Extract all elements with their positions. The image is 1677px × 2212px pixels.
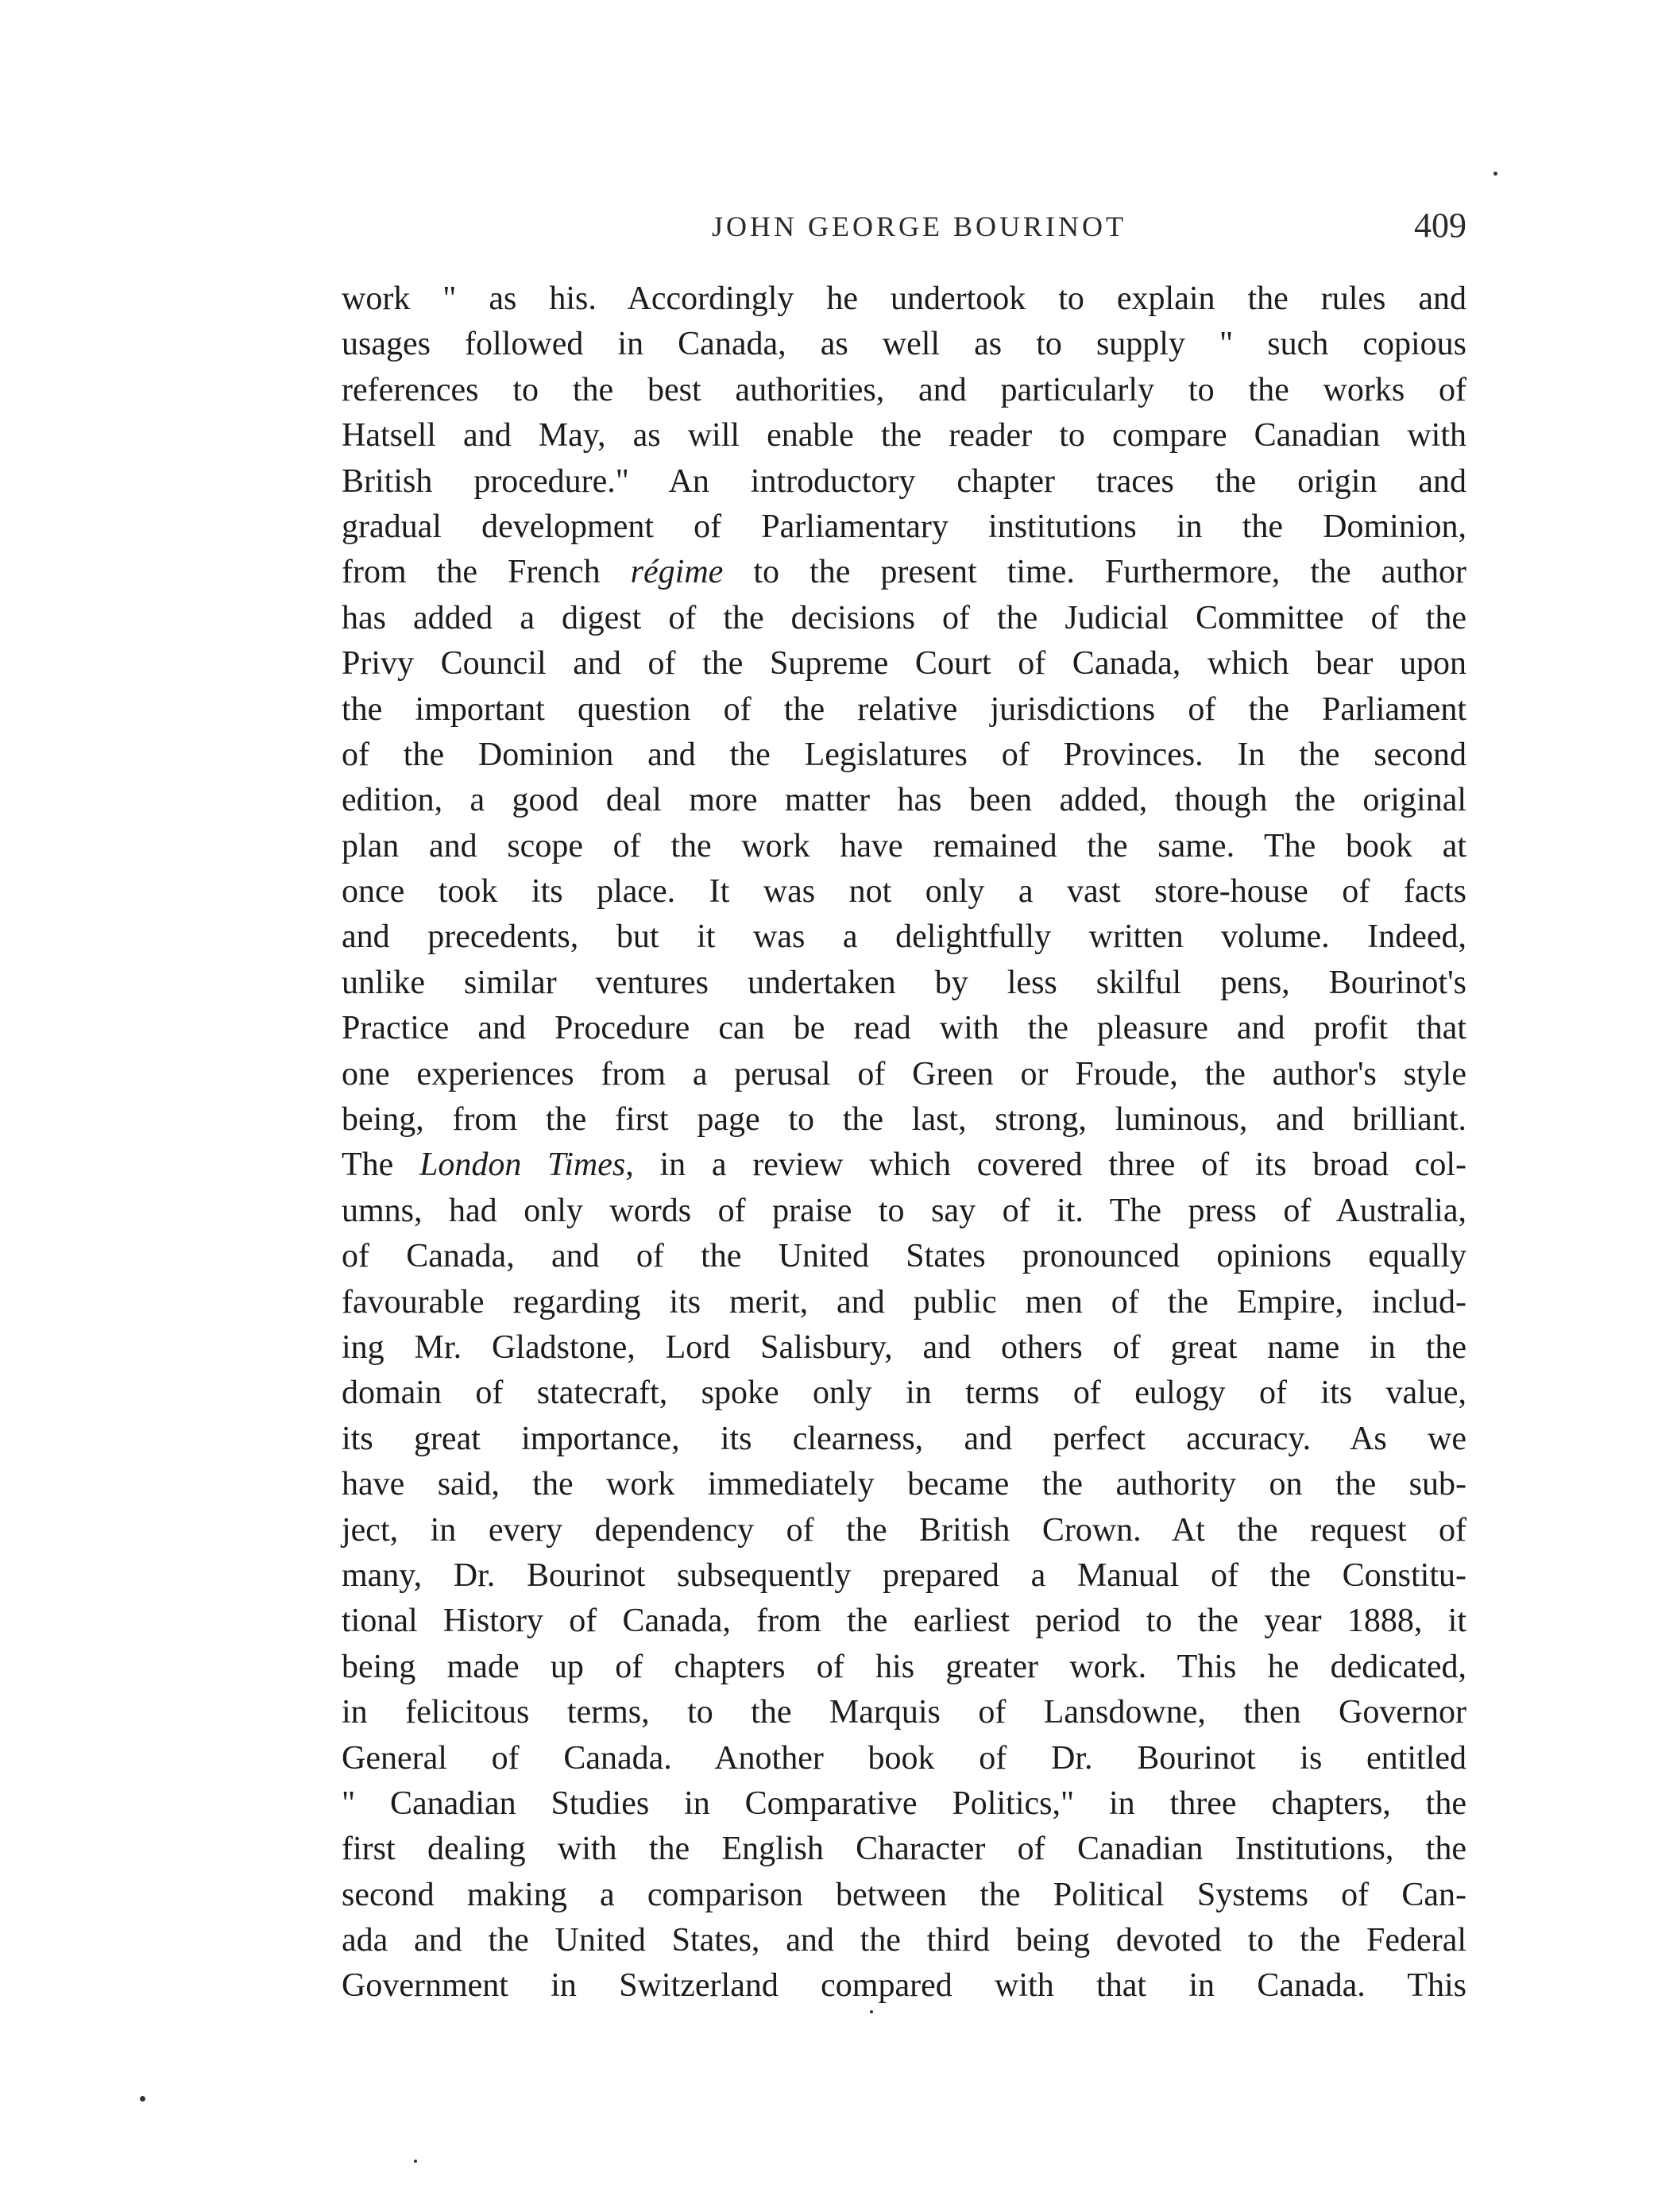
text-line: ject, in every dependency of the British Crown. At the request of xyxy=(342,1511,1466,1549)
text-line: many, Dr. Bourinot subsequently prepared a Manual of the Constitu- xyxy=(342,1557,1466,1594)
text-line: ing Mr. Gladstone, Lord Salisbury, and others of great name in the xyxy=(342,1328,1466,1366)
italic-phrase: régime xyxy=(630,554,724,591)
text-line: favourable regarding its merit, and public men of the Empire, includ- xyxy=(342,1283,1466,1321)
scan-speck xyxy=(870,2010,873,2013)
text-line: work " as his. Accordingly he undertook to explain the rules and xyxy=(342,280,1466,317)
text-line: The London Times, in a review which covered three of its broad col- xyxy=(342,1147,1467,1184)
text-line: its great importance, its clearness, and perfect accuracy. As we xyxy=(342,1420,1466,1457)
italic-phrase: London Times xyxy=(419,1147,626,1184)
text-line: once took its place. It was not only a vast store-house of facts xyxy=(342,873,1466,911)
text-line: Government in Switzerland compared with that in Canada. This xyxy=(342,1967,1466,2005)
text-line: first dealing with the English Character of Canadian Institutions, the xyxy=(342,1831,1466,1868)
text-line: umns, had only words of praise to say of it. The press of Australia, xyxy=(342,1192,1466,1229)
text-line: Practice and Procedure can be read with the pleasure and profit that xyxy=(342,1010,1466,1047)
text-line: British procedure." An introductory chapter traces the origin and xyxy=(342,462,1466,500)
text-line: of Canada, and of the United States pronounced opinions equally xyxy=(342,1238,1466,1275)
text-line: second making a comparison between the Political Systems of Can- xyxy=(342,1876,1466,1913)
text-line: gradual development of Parliamentary institutions in the Dominion, xyxy=(342,508,1466,545)
text-line: from the French régime to the present time. Furthermore, the author xyxy=(342,554,1466,591)
text-line: usages followed in Canada, as well as to supply " such copious xyxy=(342,326,1466,363)
text-line: and precedents, but it was a delightfully written volume. Indeed, xyxy=(342,918,1466,956)
text-line: " Canadian Studies in Comparative Politics," in three chapters, the xyxy=(342,1785,1466,1822)
text-line: the important question of the relative jurisdictions of the Parliament xyxy=(342,690,1466,728)
text-line: being, from the first page to the last, strong, luminous, and brilliant. xyxy=(342,1101,1466,1139)
body-text xyxy=(342,276,1466,2009)
text-line: domain of statecraft, spoke only in terms of eulogy of its value, xyxy=(342,1375,1466,1412)
scan-speck xyxy=(1493,172,1497,176)
text-line: references to the best authorities, and particularly to the works of xyxy=(342,371,1466,408)
text-line: tional History of Canada, from the earliest period to the year 1888, it xyxy=(342,1603,1466,1640)
running-title: JOHN GEORGE BOURINOT xyxy=(712,211,1126,242)
text-line: Hatsell and May, as will enable the reader to compare Canadian with xyxy=(342,417,1466,454)
text-line: has added a digest of the decisions of the Judicial Committee of the xyxy=(342,599,1466,636)
text-line: Privy Council and of the Supreme Court of Canada, which bear upon xyxy=(342,645,1466,683)
scan-speck xyxy=(140,2096,145,2102)
text-line: edition, a good deal more matter has been added, though the original xyxy=(342,782,1466,819)
text-line: have said, the work immediately became the authority on the sub- xyxy=(342,1466,1466,1503)
scan-speck xyxy=(414,2160,417,2163)
text-line: one experiences from a perusal of Green or Froude, the author's style xyxy=(342,1055,1466,1092)
text-line: General of Canada. Another book of Dr. Bourinot is entitled xyxy=(342,1739,1466,1777)
text-line: plan and scope of the work have remained the same. The book at xyxy=(342,827,1466,864)
running-head xyxy=(342,205,1466,253)
text-line: of the Dominion and the Legislatures of Provinces. In the second xyxy=(342,736,1466,773)
page-number: 409 xyxy=(1414,206,1466,245)
text-line: in felicitous terms, to the Marquis of Lansdowne, then Governor xyxy=(342,1694,1466,1731)
text-line: being made up of chapters of his greater work. This he dedicated, xyxy=(342,1648,1466,1685)
text-line: ada and the United States, and the third being devoted to the Federal xyxy=(342,1922,1466,1959)
text-line: unlike similar ventures undertaken by less skilful pens, Bourinot's xyxy=(342,964,1466,1001)
